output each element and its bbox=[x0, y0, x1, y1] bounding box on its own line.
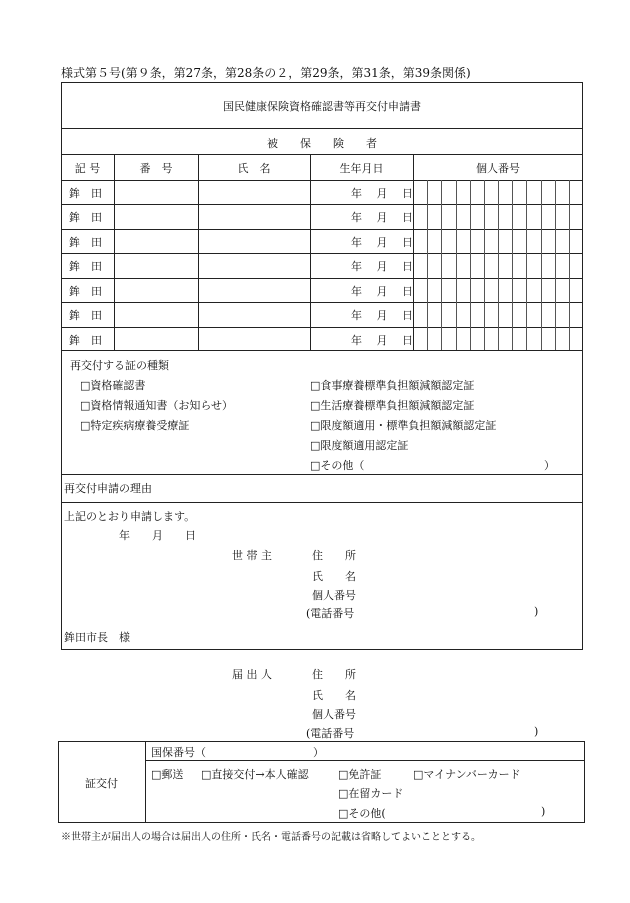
householder-phone-close: ) bbox=[534, 605, 539, 618]
col-mynumber-header: 個人番号 bbox=[476, 162, 520, 175]
householder-label: 世 帯 主 bbox=[232, 549, 272, 562]
mynumber-digit-divider bbox=[441, 180, 442, 350]
form-number-header: 様式第５号(第９条，第27条，第28条の２，第29条，第31条，第39条関係) bbox=[61, 66, 471, 80]
row-kigo: 鉾 田 bbox=[69, 187, 102, 200]
householder-mynumber-label: 個人番号 bbox=[312, 589, 356, 602]
other-card-close-paren: ） bbox=[544, 459, 555, 472]
col-kigo-header: 記 号 bbox=[74, 162, 101, 175]
row-kigo: 鉾 田 bbox=[69, 309, 102, 322]
notifier-phone-close: ) bbox=[534, 725, 539, 738]
notifier-address-label: 住 所 bbox=[312, 668, 356, 681]
checkbox-seikatsu-ryoyo[interactable]: □生活療養標準負担額減額認定証 bbox=[310, 399, 475, 412]
row-birthdate: 年 月 日 bbox=[351, 334, 413, 347]
form-title: 国民健康保険資格確認書等再交付申請書 bbox=[223, 100, 421, 113]
checkbox-mail[interactable]: □郵送 bbox=[151, 768, 184, 781]
notifier-label: 届 出 人 bbox=[232, 668, 272, 681]
insured-header: 被 保 険 者 bbox=[267, 137, 377, 150]
notifier-name-label: 氏 名 bbox=[312, 689, 356, 702]
checkbox-mynumber-card[interactable]: □マイナンバーカード bbox=[413, 768, 521, 781]
col-bango-header: 番 号 bbox=[139, 162, 173, 175]
row-birthdate: 年 月 日 bbox=[351, 260, 413, 273]
row-birthdate: 年 月 日 bbox=[351, 187, 413, 200]
card-types-heading: 再交付する証の種類 bbox=[70, 359, 169, 372]
mynumber-digit-divider bbox=[512, 180, 513, 350]
row-birthdate: 年 月 日 bbox=[351, 309, 413, 322]
mynumber-digit-divider bbox=[541, 180, 542, 350]
householder-name-label: 氏 名 bbox=[312, 570, 356, 583]
mynumber-digit-divider bbox=[427, 180, 428, 350]
row-kigo: 鉾 田 bbox=[69, 236, 102, 249]
householder-phone-label: (電話番号 bbox=[306, 607, 355, 620]
notifier-mynumber-label: 個人番号 bbox=[312, 708, 356, 721]
addressee: 鉾田市長 様 bbox=[64, 631, 130, 644]
row-kigo: 鉾 田 bbox=[69, 334, 102, 347]
other-id-close: ) bbox=[541, 805, 546, 818]
checkbox-gendogaku-tekiyo[interactable]: □限度額適用認定証 bbox=[310, 439, 409, 452]
row-kigo: 鉾 田 bbox=[69, 285, 102, 298]
kokuho-number-label: 国保番号（ bbox=[151, 746, 206, 759]
col-name-header: 氏 名 bbox=[237, 162, 271, 175]
checkbox-tokutei-shippei[interactable]: □特定疾病療養受療証 bbox=[80, 419, 190, 432]
mynumber-digit-divider bbox=[555, 180, 556, 350]
checkbox-other-id[interactable]: □その他( bbox=[338, 807, 386, 820]
checkbox-direct-delivery[interactable]: □直接交付→本人確認 bbox=[201, 768, 309, 781]
mynumber-digit-divider bbox=[484, 180, 485, 350]
checkbox-gendogaku-hyojun[interactable]: □限度額適用・標準負担額減額認定証 bbox=[310, 419, 497, 432]
notifier-phone-label: (電話番号 bbox=[306, 727, 355, 740]
checkbox-shikaku-joho-tsuchisho[interactable]: □資格情報通知書（お知らせ） bbox=[80, 399, 234, 412]
footnote: ※世帯主が届出人の場合は届出人の住所・氏名・電話番号の記載は省略してよいこととする。 bbox=[61, 832, 481, 843]
checkbox-drivers-license[interactable]: □免許証 bbox=[338, 768, 382, 781]
checkbox-shokuji-ryoyo[interactable]: □食事療養標準負担額減額認定証 bbox=[310, 379, 475, 392]
checkbox-shikaku-kakuninsho[interactable]: □資格確認書 bbox=[80, 379, 146, 392]
mynumber-digit-divider bbox=[456, 180, 457, 350]
mynumber-digit-divider bbox=[526, 180, 527, 350]
col-birth-header: 生年月日 bbox=[339, 162, 384, 175]
row-birthdate: 年 月 日 bbox=[351, 211, 413, 224]
application-date[interactable]: 年 月 日 bbox=[119, 529, 196, 542]
mynumber-digit-divider bbox=[470, 180, 471, 350]
row-kigo: 鉾 田 bbox=[69, 260, 102, 273]
row-kigo: 鉾 田 bbox=[69, 211, 102, 224]
checkbox-other-card[interactable]: □その他（ bbox=[310, 459, 365, 472]
householder-address-label: 住 所 bbox=[312, 549, 356, 562]
reason-label: 再交付申請の理由 bbox=[64, 482, 152, 495]
mynumber-digit-divider bbox=[569, 180, 570, 350]
checkbox-residence-card[interactable]: □在留カード bbox=[338, 787, 404, 800]
issuance-label: 証交付 bbox=[85, 777, 118, 790]
kokuho-number-close: ） bbox=[313, 746, 324, 759]
application-statement: 上記のとおり申請します。 bbox=[64, 510, 196, 523]
mynumber-digit-divider bbox=[498, 180, 499, 350]
row-birthdate: 年 月 日 bbox=[351, 236, 413, 249]
row-birthdate: 年 月 日 bbox=[351, 285, 413, 298]
